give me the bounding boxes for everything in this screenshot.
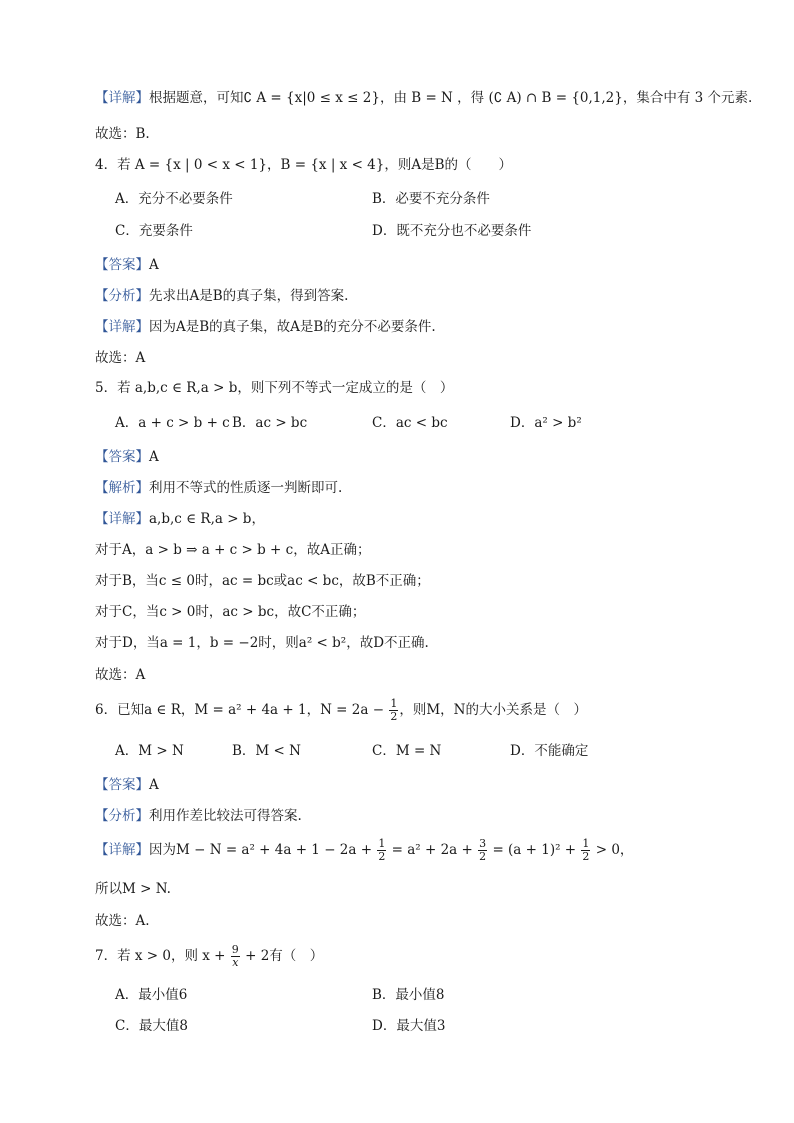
answer-tag: 【答案】	[95, 777, 149, 793]
fraction-nine-over-x	[231, 944, 240, 969]
q6-stem	[95, 698, 587, 723]
frac-den: x	[232, 956, 239, 969]
q7-stem-post: + 2有（ ）	[245, 948, 324, 964]
q4-option-b: B．必要不充分条件	[372, 191, 490, 207]
q6-option-a: A．M > N	[115, 743, 184, 759]
q7-option-a: A．最小值6	[115, 987, 188, 1003]
frac-num: 1	[390, 697, 398, 710]
q5-choose: 故选：A	[95, 667, 146, 683]
q7-stem-pre: 7．若 x > 0，则 x +	[95, 948, 226, 964]
q7-option-b: B．最小值8	[372, 987, 445, 1003]
detail-tag: 【详解】	[95, 90, 149, 106]
q6-detail-pre: 因为M − N = a² + 4a + 1 − 2a +	[149, 842, 373, 858]
q5-line-d: 对于D，当a = 1，b = −2时，则a² < b²，故D不正确.	[95, 635, 429, 651]
parse-tag: 【解析】	[95, 480, 149, 496]
q5-parse: 利用不等式的性质逐一判断即可.	[149, 480, 343, 496]
q6-analysis: 利用作差比较法可得答案.	[149, 808, 302, 824]
q5-answer-line	[95, 447, 159, 467]
q5-option-c: C．ac < bc	[372, 415, 448, 431]
q4-answer: A	[149, 257, 159, 273]
frac-den: 2	[479, 850, 487, 863]
q4-analysis: 先求出A是B的真子集，得到答案.	[149, 288, 349, 304]
q5-parse-line	[95, 478, 342, 498]
q3-detail-line	[95, 88, 752, 108]
q5-detail-line	[95, 509, 265, 529]
analysis-tag: 【分析】	[95, 808, 149, 824]
q5-option-b: B．ac > bc	[232, 415, 308, 431]
fraction-half	[581, 838, 590, 863]
frac-num: 3	[479, 837, 487, 850]
q5-line-a: 对于A，a > b ⇒ a + c > b + c，故A正确；	[95, 542, 371, 558]
q6-detail-mid2: = (a + 1)² +	[492, 842, 577, 858]
fraction-three-half	[478, 838, 487, 863]
q5-option-a: A．a + c > b + c	[115, 415, 230, 431]
frac-num: 9	[231, 943, 239, 956]
detail-tag: 【详解】	[95, 842, 149, 858]
frac-den: 2	[390, 710, 398, 723]
q7-option-d: D．最大值3	[372, 1018, 446, 1034]
q4-stem: 4．若 A = {x | 0 < x < 1}，B = {x | x < 4}，则A是B的（ ）	[95, 157, 513, 173]
q6-stem-post: ，则M，N的大小关系是（ ）	[399, 702, 587, 718]
q5-stem: 5．若 a,b,c ∈ R,a > b，则下列不等式一定成立的是（ ）	[95, 380, 454, 396]
q4-option-c: C．充要条件	[115, 223, 193, 239]
q6-so: 所以M > N.	[95, 881, 171, 897]
q5-detail: a,b,c ∈ R,a > b，	[149, 511, 265, 527]
detail-tag: 【详解】	[95, 511, 149, 527]
frac-den: 2	[582, 850, 590, 863]
q6-stem-pre: 6．已知a ∈ R，M = a² + 4a + 1，N = 2a −	[95, 702, 385, 718]
q5-line-c: 对于C，当c > 0时，ac > bc，故C不正确；	[95, 604, 366, 620]
q7-stem	[95, 944, 323, 969]
q6-option-c: C．M = N	[372, 743, 442, 759]
q3-detail-text: 根据题意，可知∁ A = {x|0 ≤ x ≤ 2}，由 B = N ，得 (∁ A) ∩ B = {0,1,2}，集合中有 3 个元素.	[149, 90, 753, 106]
q4-option-d: D．既不充分也不必要条件	[372, 223, 532, 239]
q3-choose: 故选：B.	[95, 126, 150, 142]
q5-line-b: 对于B，当c ≤ 0时，ac = bc或ac < bc，故B不正确；	[95, 573, 430, 589]
fraction-half	[389, 698, 398, 723]
q4-analysis-line	[95, 286, 348, 306]
frac-num: 1	[378, 837, 386, 850]
q6-detail-line	[95, 838, 633, 863]
q6-detail-mid: = a² + 2a +	[391, 842, 473, 858]
q4-option-a: A．充分不必要条件	[115, 191, 233, 207]
answer-tag: 【答案】	[95, 257, 149, 273]
q4-answer-line	[95, 255, 159, 275]
analysis-tag: 【分析】	[95, 288, 149, 304]
q5-option-d: D．a² > b²	[510, 415, 582, 431]
q6-answer-line	[95, 775, 159, 795]
q5-answer: A	[149, 449, 159, 465]
q4-detail: 因为A是B的真子集，故A是B的充分不必要条件.	[149, 319, 436, 335]
q6-choose: 故选：A.	[95, 913, 150, 929]
q6-option-d: D．不能确定	[510, 743, 589, 759]
q4-detail-line	[95, 317, 436, 337]
q6-detail-post: > 0，	[595, 842, 634, 858]
q6-answer: A	[149, 777, 159, 793]
q4-choose: 故选：A	[95, 350, 146, 366]
q6-analysis-line	[95, 806, 302, 826]
frac-num: 1	[582, 837, 590, 850]
fraction-half	[377, 838, 386, 863]
q7-option-c: C．最大值8	[115, 1018, 188, 1034]
q6-option-b: B．M < N	[232, 743, 301, 759]
answer-tag: 【答案】	[95, 449, 149, 465]
frac-den: 2	[378, 850, 386, 863]
detail-tag: 【详解】	[95, 319, 149, 335]
